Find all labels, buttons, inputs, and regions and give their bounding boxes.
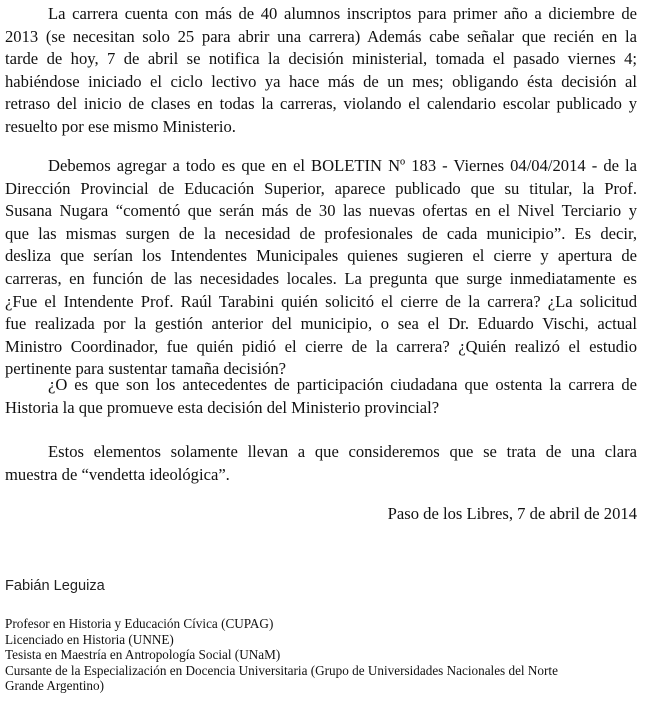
text-line: carreras, en función de las necesidades locales. La pregunta que surge inmediatamente es [5,268,637,288]
author-credentials [5,616,645,694]
credential-item: Cursante de la Especialización en Docencia Universitaria (Grupo de Universidades Nacionales del Norte [5,662,558,678]
text-line: desliza que serían los Intendentes Municipales quienes sugieren el cierre y apertura de [5,246,637,266]
text-line: Susana Nugara “comentó que serán más de 30 las nuevas ofertas en el Nivel Terciario y [5,201,637,221]
text-line: La carrera cuenta con más de 40 alumnos inscriptos para primer año a diciembre de [48,4,637,23]
credential-item: Licenciado en Historia (UNNE) [5,631,174,647]
credential-item: Grande Argentino) [5,678,105,694]
text-line: Ministro Coordinador, fue quién pidió el cierre de la carrera? ¿Quién realizó el estudio [5,336,637,356]
text-line: muestra de “vendetta ideológica”. [5,464,230,484]
paragraph-boletin [5,155,637,381]
paragraph-enrollment [5,3,637,139]
text-line: fue realizada por la gestión anterior del municipio, o sea el Dr. Eduardo Vischi, actual [5,314,637,334]
text-line: Historia la que promueve esta decisión del Ministerio provincial? [5,397,440,417]
text-line: pertinente para sustentar tamaña decisión? [5,359,287,379]
text-line: que las mismas surgen de la necesidad de profesionales de cada municipio”. Es decir, [5,223,637,243]
author-name: Fabián Leguiza [5,578,105,594]
credential-item: Tesista en Maestría en Antropología Social (UNaM) [5,647,281,663]
paragraph-conclusion [5,441,637,486]
text-line: habiéndose iniciado el ciclo lectivo ya hace más de un mes; obligando ésta decisión al [5,71,637,91]
text-line: ¿O es que son los antecedentes de participación ciudadana que ostenta la carrera de [48,375,637,394]
text-line: retraso del inicio de clases en todas la carreras, violando el calendario escolar publicado y [5,94,637,114]
credential-item: Profesor en Historia y Educación Cívica (CUPAG) [5,616,274,631]
text-line: Debemos agregar a todo es que en el BOLETIN Nº 183 - Viernes 04/04/2014 - de la [48,156,637,175]
text-line: resuelto por ese mismo Ministerio. [5,116,236,136]
text-line: Estos elementos solamente llevan a que consideremos que se trata de una clara [48,442,637,461]
text-line: 2013 (se necesitan solo 25 para abrir una carrera) Además cabe señalar que recién en la [5,26,637,46]
paragraph-question [5,374,637,419]
text-line: ¿Fue el Intendente Prof. Raúl Tarabini quién solicitó el cierre de la carrera? ¿La solicitud [5,291,637,311]
text-line: tarde de hoy, 7 de abril se notifica la decisión ministerial, tomada el pasado viernes 4; [5,49,637,69]
place-and-date: Paso de los Libres, 7 de abril de 2014 [387,504,637,523]
text-line: Dirección Provincial de Educación Superior, aparece publicado que su titular, la Prof. [5,178,637,198]
